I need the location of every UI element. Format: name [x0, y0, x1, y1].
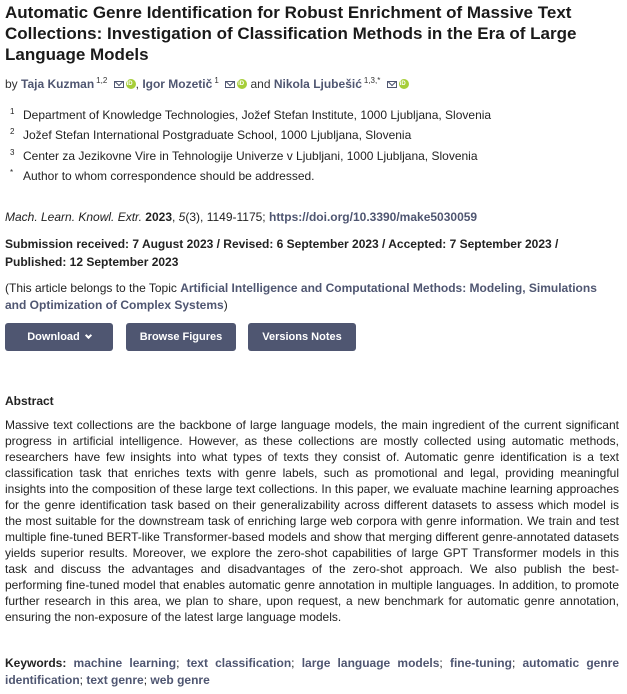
journal-name: Mach. Learn. Knowl. Extr. — [5, 210, 142, 224]
author-affil-sup: 1,2 — [96, 76, 108, 85]
author-affil-sup: 1 — [214, 76, 219, 85]
author-list: by Taja Kuzman $^{1,2}$ iD , Igor Mozetič $^1$ iD and Nikola Ljubešić $^{1,3,*}$ iD — [5, 73, 409, 92]
affiliation-list — [10, 107, 491, 188]
browse-figures-label: Browse Figures — [139, 331, 223, 343]
affiliation-text: Author to whom correspondence should be addressed. — [23, 168, 315, 183]
topic-note — [5, 280, 620, 314]
affiliation-number: 2 — [10, 127, 15, 137]
mail-icon[interactable] — [387, 81, 397, 88]
citation-issue-pages: (3), 1149-1175; — [185, 210, 266, 224]
mail-icon[interactable] — [225, 81, 235, 88]
keyword-link[interactable]: text classification — [186, 656, 292, 670]
affiliation-number: 3 — [10, 147, 15, 157]
citation-volume: 5 — [178, 210, 186, 224]
author-name[interactable]: Nikola Ljubešić — [273, 77, 362, 91]
keyword-link[interactable]: machine learning — [73, 656, 177, 670]
author-name[interactable]: Taja Kuzman — [21, 77, 95, 91]
orcid-icon[interactable] — [126, 79, 136, 89]
keyword-link[interactable]: large language models — [301, 656, 440, 670]
topic-link[interactable]: Artificial Intelligence and Computational Methods: Modeling, Simulations and Optimization of Complex Systems — [5, 281, 597, 312]
affiliation-item — [10, 107, 491, 127]
download-label: Download — [27, 331, 80, 343]
mail-icon[interactable] — [114, 81, 124, 88]
by-label: by — [5, 77, 18, 91]
affiliation-item — [10, 148, 491, 168]
versions-notes-label: Versions Notes — [262, 331, 342, 343]
versions-notes-button[interactable] — [248, 323, 356, 351]
affiliation-number: 1 — [10, 107, 15, 116]
affiliation-item — [10, 168, 491, 188]
browse-figures-button[interactable] — [126, 323, 236, 351]
chevron-down-icon — [85, 332, 92, 339]
author-affil-sup: 1,3,* — [363, 76, 381, 85]
author-name[interactable]: Igor Mozetič — [142, 77, 213, 91]
affiliation-text: Department of Knowledge Technologies, Jožef Stefan Institute, 1000 Ljubljana, Slovenia — [23, 108, 492, 122]
orcid-icon[interactable] — [399, 79, 409, 89]
publication-dates: Submission received: 7 August 2023 / Revised: 6 September 2023 / Accepted: 7 September 2023 / Published: 12 September 2023 — [5, 237, 559, 269]
topic-suffix: ) — [223, 298, 228, 312]
and-label: and — [250, 77, 271, 91]
keywords-label: Keywords: — [5, 656, 67, 670]
affiliation-text: Jožef Stefan International Postgraduate School, 1000 Ljubljana, Slovenia — [23, 128, 412, 143]
affiliation-number: * — [10, 167, 14, 177]
topic-prefix: (This article belongs to the Topic — [5, 281, 181, 295]
affiliation-item — [10, 127, 491, 147]
doi-link[interactable]: https://doi.org/10.3390/make5030059 — [268, 210, 478, 224]
abstract-heading: Abstract — [5, 394, 54, 408]
keywords: Keywords: machine learning; text classification; large language models; fine-tuning; automatic genre identification; text genre; web genre — [5, 656, 619, 687]
citation-year: 2023 — [145, 210, 172, 224]
keyword-link[interactable]: automatic genre identification — [5, 656, 619, 687]
article-title: Automatic Genre Identification for Robust Enrichment of Massive Text Collections: Investigation of Classification Methods in the Era of Large Language Models — [5, 3, 577, 64]
keyword-link[interactable]: fine-tuning — [449, 656, 512, 670]
keyword-link[interactable]: text genre — [86, 673, 144, 687]
orcid-icon[interactable] — [237, 79, 247, 89]
affiliation-text: Center za Jezikovne Vire in Tehnologije Univerze v Ljubljani, 1000 Ljubljana, Slovenia — [23, 148, 478, 163]
abstract-text: Massive text collections are the backbone of large language models, the main ingredient of the current significant progress in artificial intelligence. However, as these collections are mostly collected using automatic methods, researchers have few insights into what types of texts they consist of. Automatic genre identification is a text classification task that enriches texts with genre labels, such as promotional and legal, providing meaningful insights into the composition of these large text collections. In this paper, we evaluate machine learning approaches for the genre identification task based on their generalizability across different datasets to assess which model is the most suitable for the downstream task of enriching large web corpora with genre information. We train and test multiple fine-tuned BERT-like Transformer-based models and show that merging different genre-annotated datasets yields superior results. Moreover, we explore the zero-shot capabilities of large GPT Transformer models in this task and discuss the advantages and disadvantages of the zero-shot approach. We also publish the best-performing fine-tuned model that enables automatic genre annotation in multiple languages. In addition, to promote further research in this area, we plan to share, upon request, a new benchmark for automatic genre annotation, ensuring the non-exposure of the latest large language models. — [5, 418, 619, 624]
download-button[interactable] — [5, 323, 113, 351]
keyword-link[interactable]: web genre — [150, 673, 210, 687]
citation: Mach. Learn. Knowl. Extr. 2023, 5(3), 1149-1175; https://doi.org/10.3390/make5030059 — [5, 210, 478, 224]
